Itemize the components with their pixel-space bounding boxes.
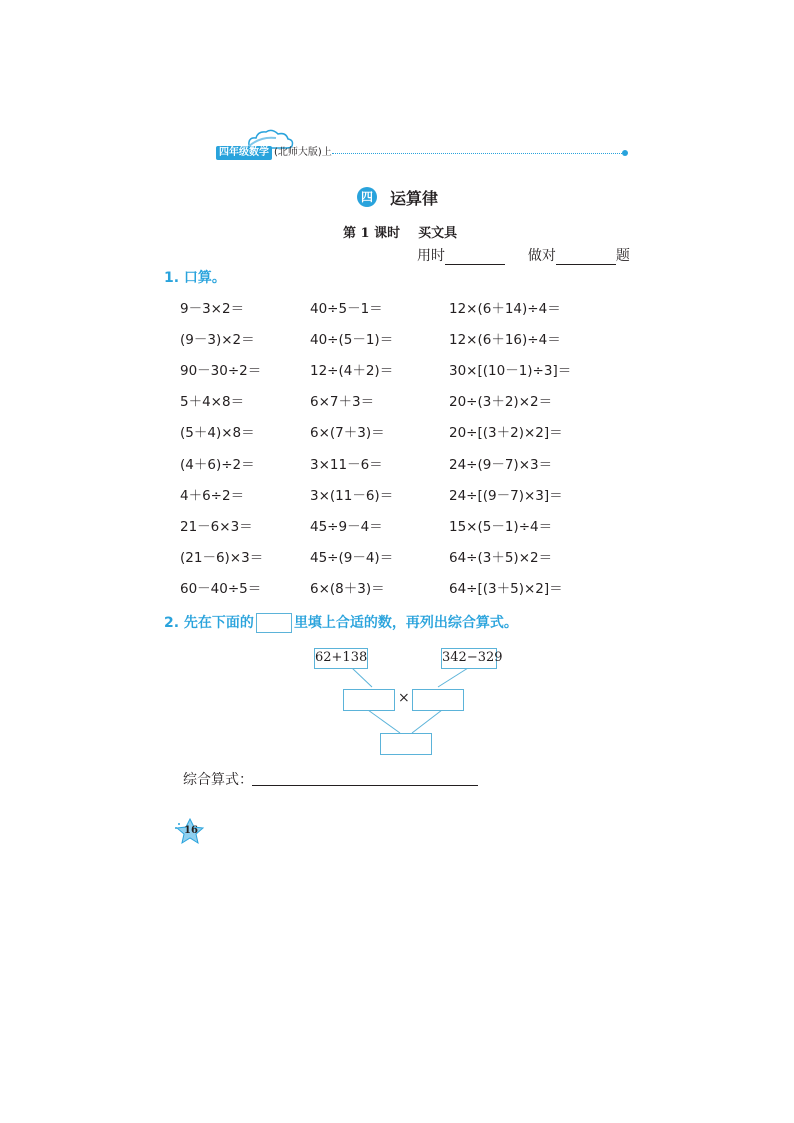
calc-item: 4＋6÷2＝: [180, 487, 245, 504]
right-top-box: 342−329: [441, 648, 497, 669]
right-answer-box[interactable]: [412, 689, 464, 711]
calc-item: 5＋4×8＝: [180, 394, 245, 411]
multiply-operator: ×: [398, 690, 410, 706]
calc-item: 9－3×2＝: [180, 301, 245, 317]
unit-number-icon: 四: [357, 187, 377, 207]
calc-item: 40÷(5－1)＝: [310, 332, 394, 349]
calc-item: 6×(8＋3)＝: [310, 580, 385, 597]
header-divider-end: [622, 150, 628, 156]
page-number: 16: [184, 825, 198, 836]
inline-box-icon: [256, 613, 292, 633]
question-1-heading: 1. 口算。: [164, 270, 226, 286]
calc-item: 12×(6＋16)÷4＝: [449, 332, 561, 349]
combined-expression-label: 综合算式：: [183, 772, 253, 788]
calc-item: 3×11－6＝: [310, 456, 383, 473]
time-blank[interactable]: [445, 250, 505, 265]
calc-item: 40÷5－1＝: [310, 301, 383, 317]
edition-label: (北师大版)上: [274, 147, 332, 158]
calc-item: 3×(11－6)＝: [310, 487, 394, 504]
result-box[interactable]: [380, 733, 432, 755]
calc-item: 60－40÷5＝: [180, 580, 262, 597]
header-divider: [332, 153, 622, 154]
calc-item: 21－6×3＝: [180, 518, 253, 535]
calc-item: 15×(5－1)÷4＝: [449, 518, 553, 535]
unit-title: 运算律: [390, 189, 439, 208]
calc-item: (9－3)×2＝: [180, 332, 255, 349]
calc-item: 90－30÷2＝: [180, 363, 262, 380]
calc-item: 64÷[(3＋5)×2]＝: [449, 580, 563, 597]
question-2-heading-end: 里填上合适的数，再列出综合算式。: [293, 615, 518, 631]
lesson-name: 买文具: [418, 226, 458, 241]
lesson-number: 第 1 课时: [343, 226, 401, 241]
calc-item: 45÷9－4＝: [310, 518, 383, 535]
calc-item: 24÷(9－7)×3＝: [449, 456, 553, 473]
correct-suffix: 题: [615, 248, 630, 264]
question-2-heading: [164, 612, 518, 633]
timing-row: [417, 245, 630, 265]
calc-item: 30×[(10－1)÷3]＝: [449, 363, 572, 380]
calc-item: 45÷(9－4)＝: [310, 549, 394, 566]
correct-label: 做对: [527, 248, 556, 264]
correct-blank[interactable]: [556, 250, 616, 265]
calc-item: 24÷[(9－7)×3]＝: [449, 487, 563, 504]
calc-item: 12÷(4＋2)＝: [310, 363, 394, 380]
calc-item: (4＋6)÷2＝: [180, 456, 255, 473]
calc-item: 6×(7＋3)＝: [310, 425, 385, 442]
question-2-heading-start: 2. 先在下面的: [164, 615, 254, 631]
left-top-box: 62+138: [314, 648, 368, 669]
calc-item: 20÷(3＋2)×2＝: [449, 394, 553, 411]
calc-item: 20÷[(3＋2)×2]＝: [449, 425, 563, 442]
grade-badge: 四年级数学: [216, 146, 272, 160]
time-label: 用时: [417, 248, 445, 264]
left-answer-box[interactable]: [343, 689, 395, 711]
calc-item: (21－6)×3＝: [180, 549, 264, 566]
calc-item: (5＋4)×8＝: [180, 425, 255, 442]
combined-expression-line[interactable]: [252, 785, 478, 786]
lesson-title: [343, 222, 475, 241]
calc-item: 6×7＋3＝: [310, 394, 375, 411]
calc-item: 64÷(3＋5)×2＝: [449, 549, 553, 566]
calc-item: 12×(6＋14)÷4＝: [449, 301, 561, 317]
